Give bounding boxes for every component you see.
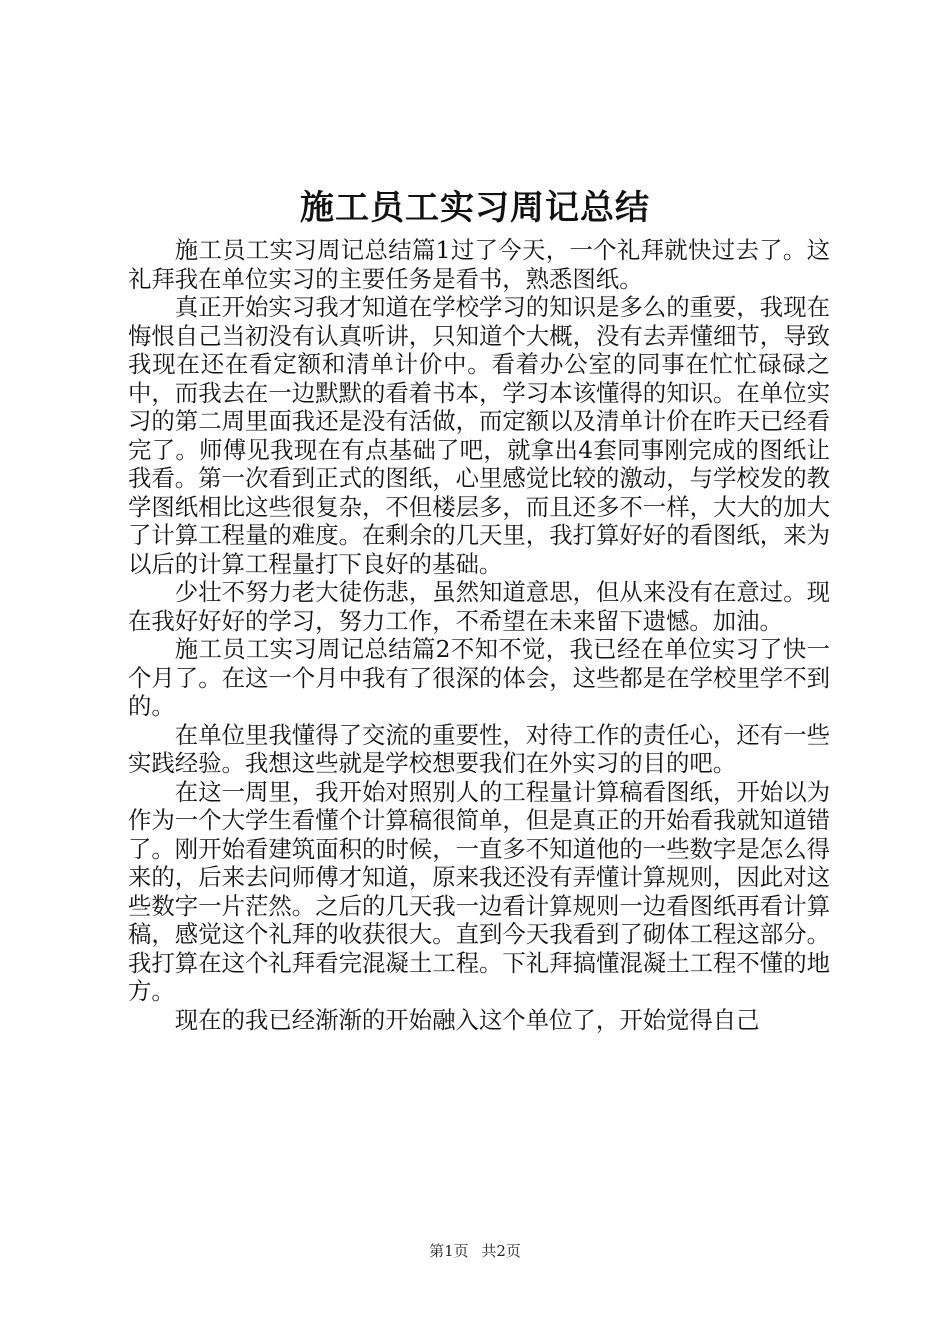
page-total: 共2页 [481,1242,521,1260]
paragraph-4: 施工员工实习周记总结篇2不知不觉，我已经在单位实习了快一个月了。在这一个月中我有了很深的体会，这些都是在学校里学不到的。 [128,635,830,720]
paragraph-7: 现在的我已经渐渐的开始融入这个单位了，开始觉得自己 [174,1005,760,1034]
paragraph-6: 在这一周里，我开始对照别人的工程量计算稿看图纸，开始以为作为一个大学生看懂个计算稿很简单，但是真正的开始看我就知道错了。刚开始看建筑面积的时候，一直多不知道他的一些数字是怎么得来的，后来去问师傅才知道，原来我还没有弄懂计算规则，因此对这些数字一片茫然。之后的几天我一边看计算规则一边看图纸再看计算稿，感觉这个礼拜的收获很大。直到今天我看到了砌体工程这部分。我打算在这个礼拜看完混凝土工程。下礼拜搞懂混凝土工程不懂的地方。 [128,777,830,1005]
document-body [128,236,830,1034]
page-footer [0,1241,950,1261]
paragraph-1: 施工员工实习周记总结篇1过了今天，一个礼拜就快过去了。这礼拜我在单位实习的主要任务是看书，熟悉图纸。 [128,236,830,293]
paragraph-2: 真正开始实习我才知道在学校学习的知识是多么的重要，我现在悔恨自己当初没有认真听讲，只知道个大概，没有去弄懂细节，导致我现在还在看定额和清单计价中。看着办公室的同事在忙忙碌碌之中，而我去在一边默默的看着书本，学习本该懂得的知识。在单位实习的第二周里面我还是没有活做，而定额以及清单计价在昨天已经看完了。师傅见我现在有点基础了吧，就拿出4套同事刚完成的图纸让我看。第一次看到正式的图纸，心里感觉比较的激动，与学校发的教学图纸相比这些很复杂，不但楼层多，而且还多不一样，大大的加大了计算工程量的难度。在剩余的几天里，我打算好好的看图纸，来为以后的计算工程量打下良好的基础。 [128,293,830,578]
document-title: 施工员工实习周记总结 [300,188,650,228]
paragraph-3: 少壮不努力老大徒伤悲，虽然知道意思，但从来没有在意过。现在我好好好的学习，努力工作，不希望在未来留下遗憾。加油。 [128,578,830,635]
paragraph-5: 在单位里我懂得了交流的重要性，对待工作的责任心，还有一些实践经验。我想这些就是学校想要我们在外实习的目的吧。 [128,720,830,777]
page-number: 第1页 [429,1242,469,1260]
